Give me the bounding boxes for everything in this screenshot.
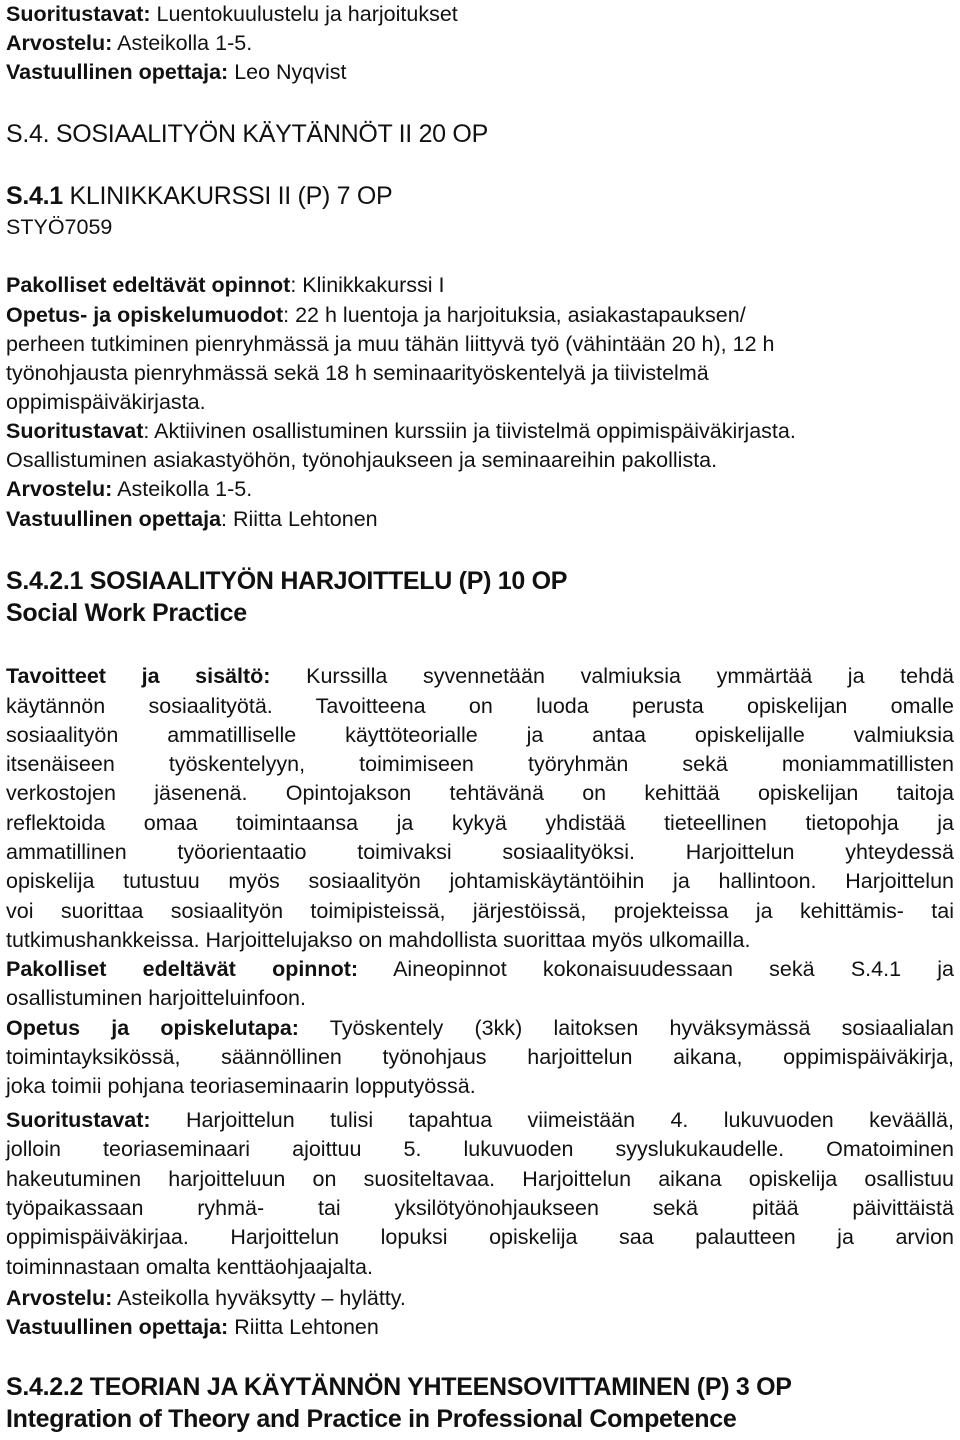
- value: Työskentely (3kk) laitoksen hyväksymässä sosiaalialan: [329, 1016, 955, 1040]
- arvostelu-line: [6, 1284, 954, 1313]
- section-heading-s422: S.4.2.2 TEORIAN JA KÄYTÄNNÖN YHTEENSOVITTAMINEN (P) 3 OP: [6, 1373, 792, 1401]
- pakolliset-line-2: osallistuminen harjoitteluinfoon.: [6, 986, 306, 1010]
- value: Riitta Lehtonen: [233, 507, 378, 531]
- label: Vastuullinen opettaja:: [6, 60, 229, 84]
- suoritustavat-line-6: toiminnastaan omalta kenttäohjaajalta.: [6, 1255, 373, 1279]
- value: Klinikkakurssi I: [302, 273, 445, 297]
- opetus-line-3: joka toimii pohjana teoriaseminaarin lopputyössä.: [6, 1074, 476, 1098]
- value: Aktiivinen osallistuminen kurssiin ja tiivistelmä oppimispäiväkirjasta.: [154, 419, 796, 443]
- suoritustavat-line-1: [6, 1106, 954, 1135]
- section-subheading-s421: Social Work Practice: [6, 599, 247, 627]
- label: Vastuullinen opettaja:: [6, 1315, 229, 1339]
- tavoitteet-line-10: tutkimushankkeissa. Harjoittelujakso on mahdollista suorittaa myös ulkomailla.: [6, 928, 751, 952]
- pakolliset-line: Pakolliset edeltävät opinnot: Klinikkakurssi I: [6, 273, 445, 297]
- suoritustavat-line-1: Suoritustavat: Aktiivinen osallistuminen kurssiin ja tiivistelmä oppimispäiväkirjasta.: [6, 419, 796, 443]
- suoritustavat-line-3: hakeutuminen harjoitteluun on suositeltavaa. Harjoittelun aikana opiskelija osallistuu: [6, 1167, 954, 1191]
- opetus-line-1: Opetus- ja opiskelumuodot: 22 h luentoja ja harjoituksia, asiakastapauksen/: [6, 303, 746, 327]
- value: Asteikolla 1-5.: [117, 477, 253, 501]
- tavoitteet-line-6: reflektoida omaa toimintaansa ja kykyä yhdistää tieteellinen tietopohja ja: [6, 811, 954, 835]
- opettaja-line: [6, 1313, 954, 1342]
- value: Asteikolla 1-5.: [117, 31, 253, 55]
- opetus-line-2: toimintayksikössä, säännöllinen työnohjaus harjoittelun aikana, oppimispäiväkirja,: [6, 1045, 954, 1069]
- suoritustavat-line: [6, 0, 954, 29]
- pakolliset-line-1: [6, 955, 954, 984]
- label: Opetus- ja opiskelumuodot: [6, 303, 284, 327]
- label: Arvostelu:: [6, 31, 113, 55]
- opettaja-line: [6, 58, 954, 87]
- label: Pakolliset edeltävät opinnot:: [6, 957, 359, 981]
- tavoitteet-line-1: [6, 662, 954, 691]
- section-heading-s421: S.4.2.1 SOSIAALITYÖN HARJOITTELU (P) 10 OP: [6, 567, 568, 595]
- tavoitteet-line-8: opiskelija tutustuu myös sosiaalityön johtamiskäytäntöihin ja hallintoon. Harjoittelun: [6, 869, 954, 893]
- opetus-line-1: [6, 1014, 954, 1043]
- suoritustavat-line-5: oppimispäiväkirjaa. Harjoittelun lopuksi opiskelija saa palautteen ja arvion: [6, 1225, 954, 1249]
- value: Asteikolla hyväksytty – hylätty.: [117, 1286, 406, 1310]
- label: Opetus ja opiskelutapa:: [6, 1016, 299, 1040]
- label: Vastuullinen opettaja: [6, 507, 222, 531]
- heading-text: KLINIKKAKURSSI II (P) 7 OP: [69, 182, 393, 210]
- label: Suoritustavat: [6, 419, 144, 443]
- course-code: STYÖ7059: [6, 215, 113, 239]
- tavoitteet-line-9: voi suorittaa sosiaalityön toimipisteissä, järjestöissä, projekteissa ja kehittämis- tai: [6, 899, 954, 923]
- section-heading-s4: S.4. SOSIAALITYÖN KÄYTÄNNÖT II 20 OP: [6, 120, 488, 148]
- label: Tavoitteet ja sisältö:: [6, 664, 271, 688]
- label: Pakolliset edeltävät opinnot: [6, 273, 291, 297]
- value: Leo Nyqvist: [234, 60, 347, 84]
- label: Arvostelu:: [6, 1286, 113, 1310]
- section-subheading-s422: Integration of Theory and Practice in Professional Competence: [6, 1405, 737, 1433]
- value: Aineopinnot kokonaisuudessaan sekä S.4.1 ja: [393, 957, 955, 981]
- value: Riitta Lehtonen: [234, 1315, 379, 1339]
- value: 22 h luentoja ja harjoituksia, asiakastapauksen/: [295, 303, 746, 327]
- suoritustavat-line-4: työpaikassaan ryhmä- tai yksilötyönohjaukseen sekä pitää päivittäistä: [6, 1196, 954, 1220]
- tavoitteet-line-4: itsenäiseen työskentelyyn, toimimiseen työryhmän sekä moniammatillisten: [6, 752, 954, 776]
- label: Suoritustavat:: [6, 1108, 151, 1132]
- value: Harjoittelun tulisi tapahtua viimeistään 4. lukuvuoden keväällä,: [185, 1108, 954, 1132]
- arvostelu-line: [6, 475, 954, 504]
- suoritustavat-line-2: Osallistuminen asiakastyöhön, työnohjaukseen ja seminaareihin pakollista.: [6, 448, 718, 472]
- section-heading-s41: [6, 182, 954, 211]
- opetus-line-2: perheen tutkiminen pienryhmässä ja muu tähän liittyvä työ (vähintään 20 h), 12 h: [6, 332, 775, 356]
- opetus-line-3: työnohjausta pienryhmässä sekä 18 h seminaarityöskentelyä ja tiivistelmä: [6, 361, 709, 385]
- value: Kurssilla syvennetään valmiuksia ymmärtää ja tehdä: [306, 664, 954, 688]
- opettaja-line: Vastuullinen opettaja: Riitta Lehtonen: [6, 507, 378, 531]
- label: Suoritustavat:: [6, 2, 151, 26]
- tavoitteet-line-2: käytännön sosiaalityötä. Tavoitteena on luoda perusta opiskelijan omalle: [6, 694, 954, 718]
- opetus-line-4: oppimispäiväkirjasta.: [6, 390, 206, 414]
- value: Luentokuulustelu ja harjoitukset: [156, 2, 458, 26]
- tavoitteet-line-5: verkostojen jäsenenä. Opintojakson tehtävänä on kehittää opiskelijan taitoja: [6, 781, 954, 805]
- tavoitteet-line-3: sosiaalityön ammatilliselle käyttöteorialle ja antaa opiskelijalle valmiuksia: [6, 723, 954, 747]
- suoritustavat-line-2: jolloin teoriaseminaari ajoittuu 5. lukuvuoden syyslukukaudelle. Omatoiminen: [6, 1137, 954, 1161]
- arvostelu-line: [6, 29, 954, 58]
- tavoitteet-line-7: ammatillinen työorientaatio toimivaksi sosiaalityöksi. Harjoittelun yhteydessä: [6, 840, 954, 864]
- heading-prefix: S.4.1: [6, 182, 63, 210]
- label: Arvostelu:: [6, 477, 113, 501]
